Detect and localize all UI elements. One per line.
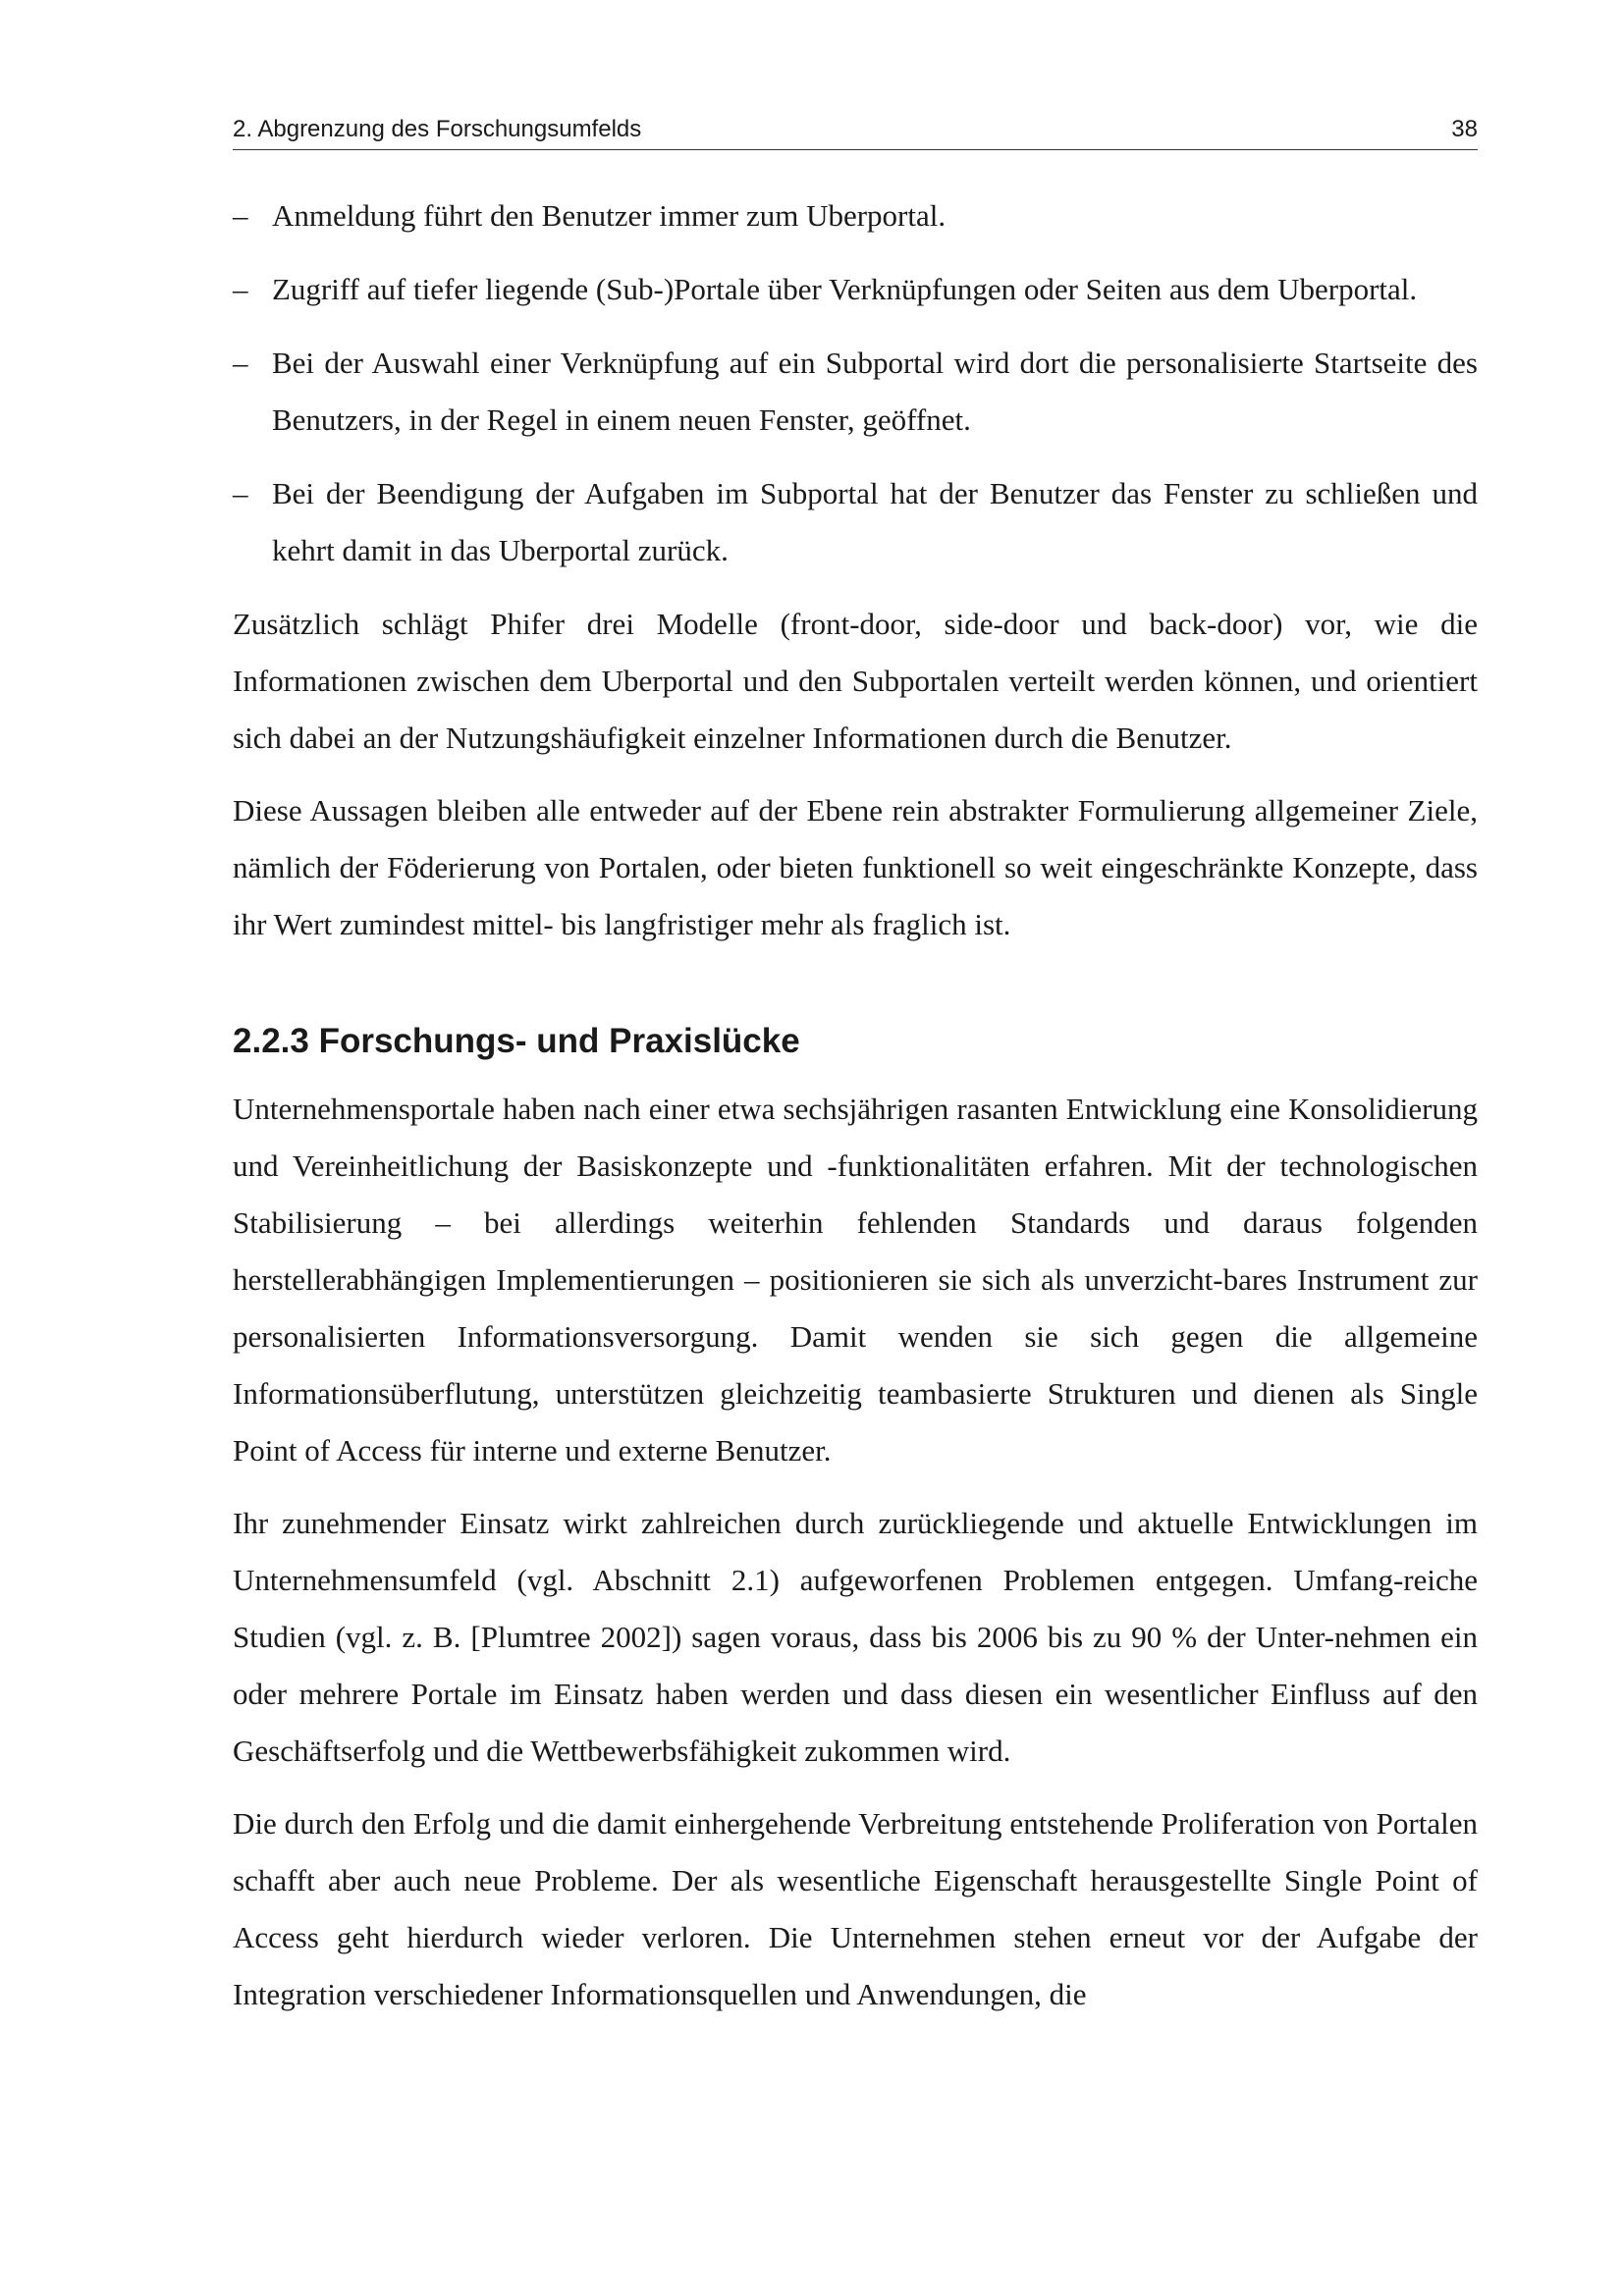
bullet-dash: – <box>233 272 248 306</box>
paragraph: Diese Aussagen bleiben alle entweder auf der Ebene rein abstrakter Formulierung allgemeiner Ziele, nämlich der Föderierung von Portalen, oder bieten funktionell so weit eingeschränkte Konzepte, dass ihr Wert zumindest mittel- bis langfristiger mehr als fraglich ist. <box>233 793 1478 941</box>
page-body <box>233 187 1478 2039</box>
bullet-text: Bei der Beendigung der Aufgaben im Subportal hat der Benutzer das Fenster zu schließen und kehrt damit in das Uberportal zurück. <box>272 476 1478 567</box>
bullet-text: Bei der Auswahl einer Verknüpfung auf ein Subportal wird dort die personalisierte Startseite des Benutzers, in der Regel in einem neuen Fenster, geöffnet. <box>272 346 1478 437</box>
list-item <box>233 187 1478 244</box>
running-header <box>233 110 1478 150</box>
paragraph: Die durch den Erfolg und die damit einhergehende Verbreitung entstehende Proliferation von Portalen schafft aber auch neue Probleme. Der als wesentliche Eigenschaft herausgestellte Single Point of Access geht hierdurch wieder verloren. Die Unternehmen stehen erneut vor der Aufgabe der Integration verschiedener Informationsquellen und Anwendungen, die <box>233 1806 1478 2011</box>
list-item <box>233 335 1478 449</box>
chapter-title: 2. Abgrenzung des Forschungsumfelds <box>233 116 642 142</box>
bullet-dash: – <box>233 346 248 380</box>
bullet-list <box>233 187 1478 579</box>
bullet-text: Zugriff auf tiefer liegende (Sub-)Portale über Verknüpfungen oder Seiten aus dem Uberportal. <box>272 272 1418 306</box>
list-item <box>233 465 1478 579</box>
bullet-dash: – <box>233 476 248 510</box>
page-number: 38 <box>1451 116 1478 142</box>
paragraph: Ihr zunehmender Einsatz wirkt zahlreichen durch zurückliegende und aktuelle Entwicklungen im Unternehmensumfeld (vgl. Abschnitt 2.1) aufgeworfenen Problemen entgegen. Umfang-reiche Studien (vgl. z. B. [Plumtree 2002]) sagen voraus, dass bis 2006 bis zu 90 % der Unter-nehmen ein oder mehrere Portale im Einsatz haben werden und dass diesen ein wesentlicher Einfluss auf den Geschäftserfolg und die Wettbewerbsfähigkeit zukommen wird. <box>233 1506 1478 1768</box>
bullet-dash: – <box>233 198 248 233</box>
section-heading: 2.2.3 Forschungs- und Praxislücke <box>233 1022 800 1060</box>
paragraph: Unternehmensportale haben nach einer etwa sechsjährigen rasanten Entwicklung eine Konsolidierung und Vereinheitlichung der Basiskonzepte und -funktionalitäten erfahren. Mit der technologischen Stabilisierung – bei allerdings weiterhin fehlenden Standards und daraus folgenden herstellerabhängigen Implementierungen – positionieren sie sich als unverzicht-bares Instrument zur personalisierten Informationsversorgung. Damit wenden sie sich gegen die allgemeine Informationsüberflutung, unterstützen gleichzeitig teambasierte Strukturen und dienen als Single Point of Access für interne und externe Benutzer. <box>233 1092 1478 1468</box>
bullet-text: Anmeldung führt den Benutzer immer zum Uberportal. <box>272 198 947 233</box>
paragraph: Zusätzlich schlägt Phifer drei Modelle (front-door, side-door und back-door) vor, wie die Informationen zwischen dem Uberportal und den Subportalen verteilt werden können, und orientiert sich dabei an der Nutzungshäufigkeit einzelner Informationen durch die Benutzer. <box>233 607 1478 755</box>
list-item <box>233 261 1478 318</box>
